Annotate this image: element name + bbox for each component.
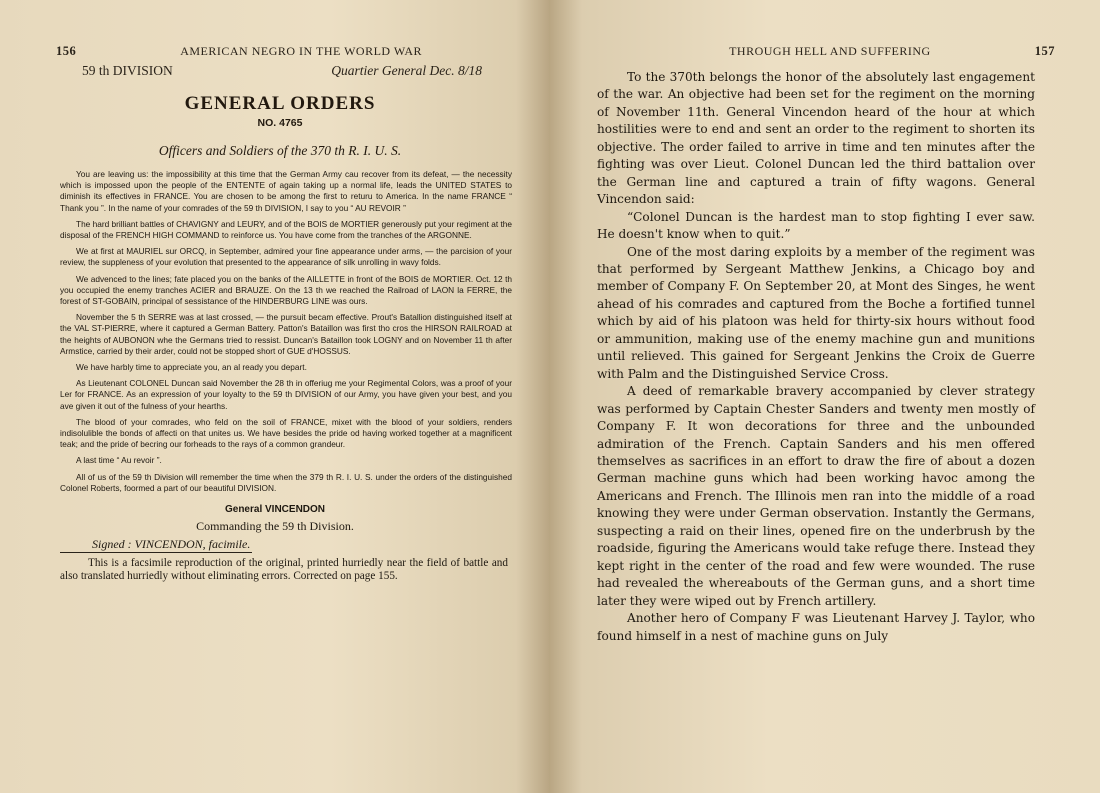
order-number: NO. 4765 [257, 117, 303, 129]
order-paragraph: November the 5 th SERRE was at last crossed, — the pursuit becam effective. Prout's Batallion distinguished itself at the VAL ST-PIERRE, where it captured a German Battery. Patton's Bataillon was first tho cros the HIRSON RAILROAD at the heights of AUBONON whe the Germans tried to ressist. Duncan's Bataillon took LOGNY and on November 11 th after Armstice, carried by their arder, could not be stopped short of GUE d'HOSSUS. [60, 312, 512, 356]
body-paragraph: A deed of remarkable bravery accompanied by clever strategy was performed by Captain Chester Sanders and twenty men mostly of Company F. It won decorations for three and the unbounded admiration of the French. Captain Sanders and his men offered themselves as sacrifices in an effort to draw the fire of about a dozen German machine guns which had been working havoc among the Americans and French. The Illinois men ran into the middle of a road knowing they were under German observation. Instantly the Germans, suspecting a raid on their lines, opened fire on the underbrush by the roadside, figuring the Americans would take refuge there. Instead they kept right in the center of the road and few were wounded. The ruse had revealed the whereabouts of the German guns, and a short time later they were wiped out by French artillery. [597, 384, 1035, 608]
signature-general: General VINCENDON [224, 504, 326, 516]
body-text [597, 69, 1035, 645]
order-paragraph: The blood of your comrades, who feld on the soil of FRANCE, mixet with the blood of your soldiers, renders indisolulible the bonds of affecti on that unites us. We have besides the pride od having worked together at a magnificent teak; and the pride of becring our forheads to the rays of a common grandeur. [60, 416, 512, 450]
body-paragraph: Another hero of Company F was Lieutenant Harvey J. Taylor, who found himself in a nest of machine guns on July [597, 611, 1035, 643]
right-running-header [625, 44, 1055, 59]
order-paragraph: All of us of the 59 th Division will remember the time when the 379 th R. I. U. S. under the orders of the distinguished Colonel Roberts, foormed a part of our beautiful DIVISION. [60, 471, 512, 493]
body-paragraph-quote: “Colonel Duncan is the hardest man to stop fighting I ever saw. He doesn't know when to quit.” [597, 209, 1035, 242]
order-text [60, 169, 512, 494]
order-addressee: Officers and Soldiers of the 370 th R. I. U. S. [158, 143, 402, 158]
general-orders-title: GENERAL ORDERS [184, 93, 376, 114]
order-paragraph: The hard brilliant battles of CHAVIGNY and LEURY, and of the BOIS de MORTIER generously put your regiment at the disposal of the FRENCH HIGH COMMAND to reinforce us. You have come from the tranches of the ARGONNE. [60, 218, 512, 241]
body-paragraph: One of the most daring exploits by a member of the regiment was that performed by Sergeant Matthew Jenkins, a Chicago boy and member of Company F. On September 20, at Mont des Singes, he went ahead of his comrades and captured from the Boche a fortified tunnel which by aid of his platoon was held for thirty-six hours without food or ammunition, making use of the enemy machine gun and munitions until relieved. This gained for Sergeant Jenkins the Croix de Guerre with Palm and the Distinguished Service Cross. [597, 244, 1035, 381]
left-page-number: 156 [56, 44, 77, 58]
left-running-header [56, 44, 526, 59]
left-running-title: AMERICAN NEGRO IN THE WORLD WAR [180, 44, 423, 58]
facsimile-note-text: This is a facsimile reproduction of the original, printed hurriedly near the field of battle and also translated hurriedly without eliminating errors. Corrected on page 155. [60, 557, 508, 583]
right-page-number: 157 [1034, 44, 1055, 58]
order-paragraph: As Lieutenant COLONEL Duncan said November the 28 th in offeriug me your Regimental Colors, was a proof of your Ler for FRANCE. As an expression of your loyalty to the 59 th DIVISION of our Army, you have given your best, and you ave given it out of the fulness of your hearths. [60, 378, 512, 411]
body-paragraph: To the 370th belongs the honor of the absolutely last engagement of the war. An objective had been set for the regiment on the morning of November 11th. General Vincendon heard of the hour at which hostilities were to end and sent an order to the regiment to shorten its objective. The order failed to arrive in time and ten minutes after the fighting was over Lieut. Colonel Duncan led the third battalion over the German line and captured a train of fifty wagons. General Vincendon said: [597, 70, 1035, 207]
division-name: 59 th DIVISION [82, 63, 173, 78]
order-paragraph: A last time “ Au revoir ”. [76, 455, 162, 466]
quarters-date: Quartier General Dec. 8/18 [331, 63, 482, 78]
order-paragraph: We have harbly time to appreciate you, an al ready you depart. [76, 362, 307, 373]
signature-command: Commanding the 59 th Division. [196, 519, 354, 534]
right-running-title: THROUGH HELL AND SUFFERING [729, 44, 931, 58]
facsimile-note [60, 557, 508, 583]
order-paragraph: You are leaving us: the impossibility at this time that the German Army cau recover from its defeat, — the necessity which is impossed upon the people of the ENTENTE of again taking up a normal life, leads the UNITED STATES to diminish its effectives in FRANCE. You are chosen to be among the first to returu to America. In the name FRANCE “ Thank you ”. In the name of your comrades of the 59 th DIVISION, I say to you “ AU REVOIR ” [60, 169, 512, 213]
left-page [0, 0, 549, 793]
order-paragraph: We advenced to the lines; fate placed you on the banks of the AILLETTE in front of the BOIS de MORTIER. Oct. 12 th you occupied the enemy tranches ACIER and BRAUZE. On the 13 th we reached the Railroad of LAON la FERRE, the forest of ST-GOBAIN, principal of sessistance of the HINDERBURG LINE was ours. [60, 273, 512, 307]
signature-signed: Signed : VINCENDON, facimile. [60, 537, 252, 553]
order-paragraph: We at first at MAURIEL sur ORCQ, in September, admired your fine appearance under arms, — the parcision of your review, the suppleness of your evolution that presented to the appearance of silk unrolling in wavy folds. [60, 246, 512, 268]
division-line [82, 63, 482, 79]
right-page [549, 0, 1100, 793]
